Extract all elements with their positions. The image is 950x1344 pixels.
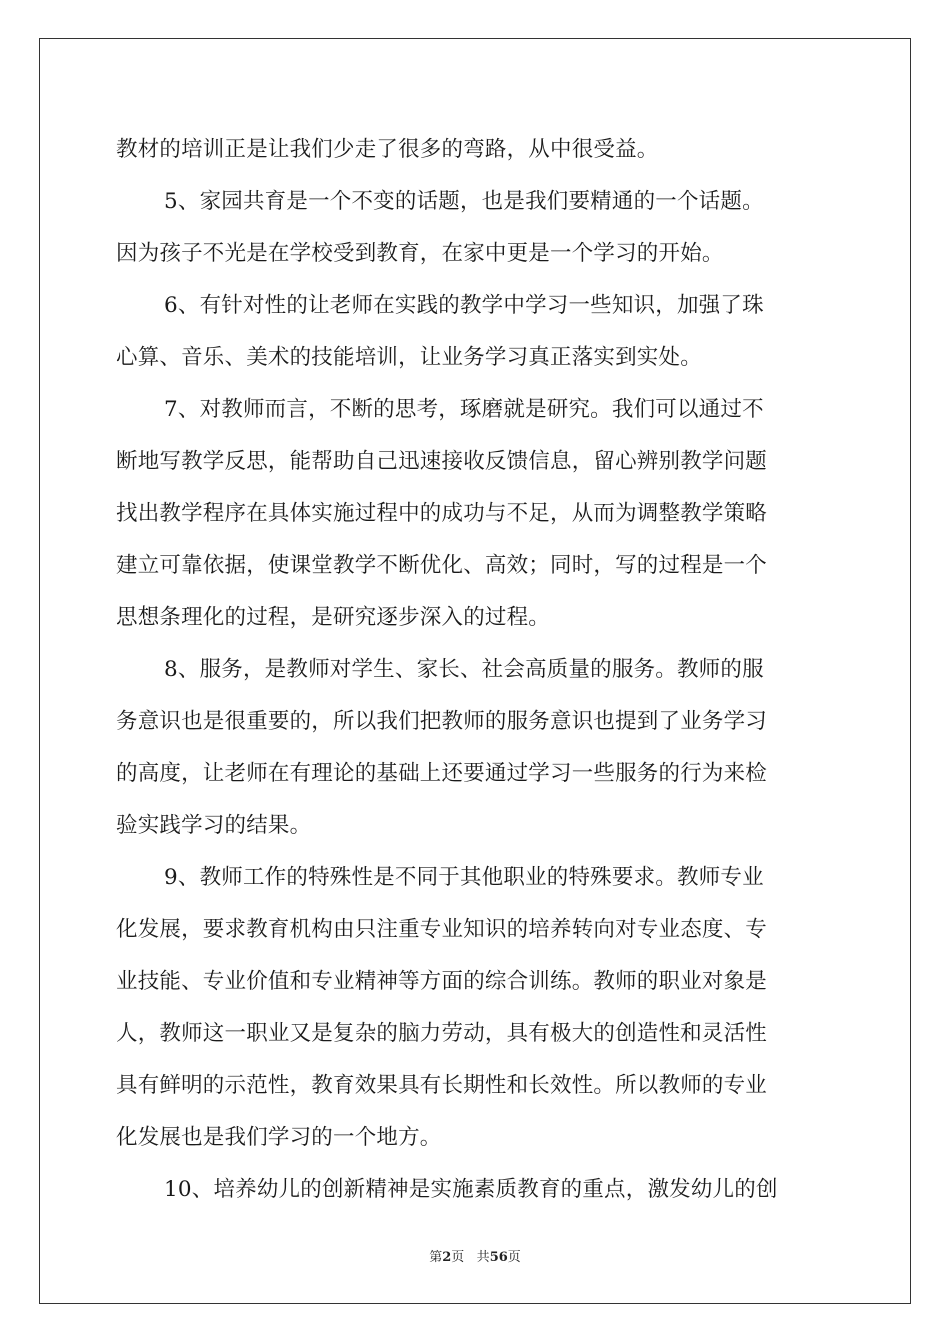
text-line: 思想条理化的过程，是研究逐步深入的过程。	[116, 605, 551, 630]
text-line: 具有鲜明的示范性，教育效果具有长期性和长效性。所以教师的专业	[116, 1073, 768, 1098]
text-line: 心算、音乐、美术的技能培训，让业务学习真正落实到实处。	[116, 345, 702, 370]
text-line: 因为孩子不光是在学校受到教育，在家中更是一个学习的开始。	[116, 241, 724, 266]
text-line: 断地写教学反思，能帮助自己迅速接收反馈信息，留心辨别教学问题	[116, 449, 768, 474]
text-line: 找出教学程序在具体实施过程中的成功与不足，从而为调整教学策略	[116, 501, 768, 526]
text-line: 9、教师工作的特殊性是不同于其他职业的特殊要求。教师专业	[164, 865, 764, 890]
text-line: 化发展也是我们学习的一个地方。	[116, 1125, 442, 1150]
text-line: 8、服务，是教师对学生、家长、社会高质量的服务。教师的服	[164, 657, 764, 682]
footer-total-suffix: 页	[507, 1250, 521, 1265]
text-line: 建立可靠依据，使课堂教学不断优化、高效；同时，写的过程是一个	[116, 553, 768, 578]
footer-page-number: 2	[442, 1250, 452, 1265]
text-line: 化发展，要求教育机构由只注重专业知识的培养转向对专业态度、专	[116, 917, 768, 942]
text-line: 5、家园共育是一个不变的话题，也是我们要精通的一个话题。	[164, 189, 764, 214]
page-footer	[0, 1246, 950, 1265]
footer-total-pages: 56	[489, 1250, 508, 1265]
text-line: 7、对教师而言，不断的思考，琢磨就是研究。我们可以通过不	[164, 397, 764, 422]
footer-prefix: 第	[429, 1250, 443, 1265]
text-line: 验实践学习的结果。	[116, 813, 312, 838]
text-line: 教材的培训正是让我们少走了很多的弯路，从中很受益。	[116, 137, 659, 162]
text-line: 的高度，让老师在有理论的基础上还要通过学习一些服务的行为来检	[116, 761, 768, 786]
footer-gap	[464, 1250, 476, 1265]
text-line: 务意识也是很重要的，所以我们把教师的服务意识也提到了业务学习	[116, 709, 768, 734]
text-line: 6、有针对性的让老师在实践的教学中学习一些知识，加强了珠	[164, 293, 764, 318]
text-line: 业技能、专业价值和专业精神等方面的综合训练。教师的职业对象是	[116, 969, 768, 994]
text-line: 人，教师这一职业又是复杂的脑力劳动，具有极大的创造性和灵活性	[116, 1021, 768, 1046]
text-line: 10、培养幼儿的创新精神是实施素质教育的重点，激发幼儿的创	[164, 1177, 778, 1202]
footer-total-prefix: 共	[476, 1250, 490, 1265]
footer-page-suffix: 页	[451, 1250, 465, 1265]
document-body	[116, 124, 836, 1216]
